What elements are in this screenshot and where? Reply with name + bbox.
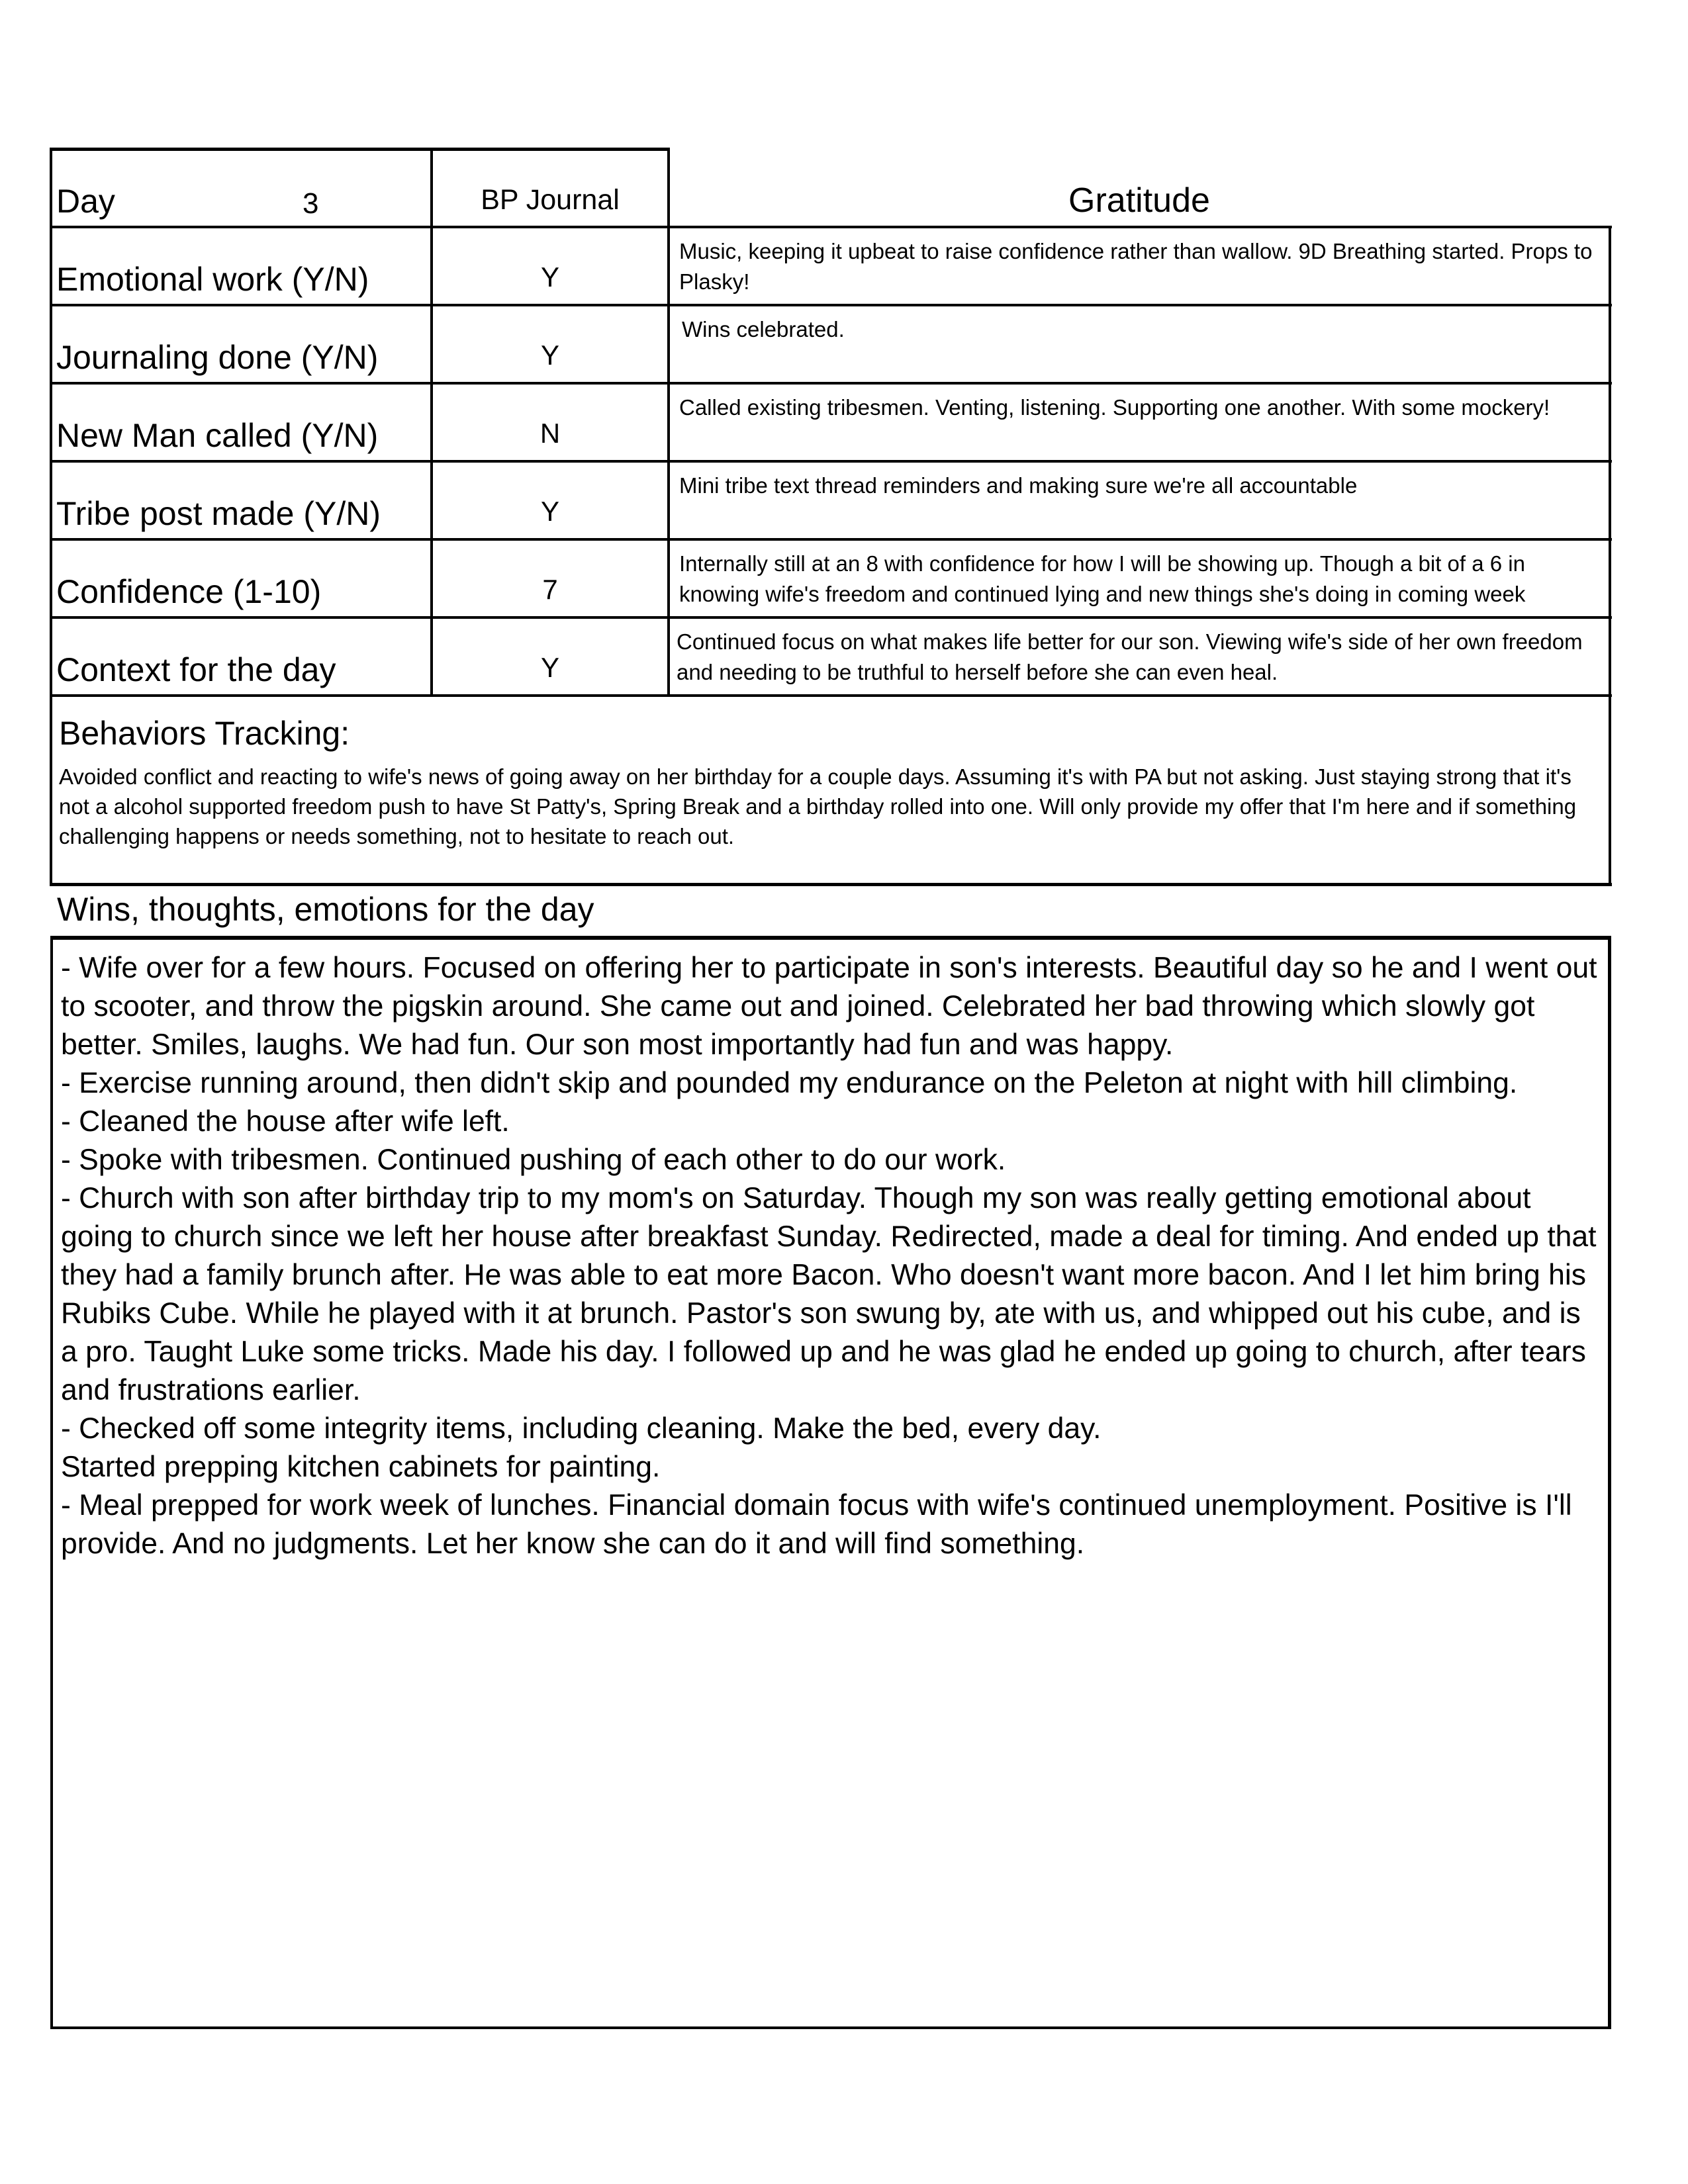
day-cell <box>51 149 432 227</box>
table-border <box>50 382 1612 385</box>
row-value-text: 7 <box>542 574 558 605</box>
row-label-text: Journaling done (Y/N) <box>56 339 379 376</box>
row-value <box>432 383 669 461</box>
table-border <box>50 538 1612 541</box>
gratitude-header <box>669 149 1610 227</box>
row-gratitude <box>669 617 1610 696</box>
table-border <box>50 460 1612 463</box>
behaviors-section <box>51 696 1610 885</box>
table-border <box>50 694 1612 697</box>
behaviors-text: Avoided conflict and reacting to wife's news of going away on her birthday for a couple days. Assuming it's with PA but not asking. Just staying strong that it's not a alcohol supported freedom push to have St Patty's, Spring Break and a birthday rolled into one. Will only provide my offer that I'm here and if something challenging happens or needs something, not to hesitate to reach out. <box>59 764 1577 848</box>
bp-journal-header <box>432 149 669 227</box>
row-gratitude-text: Internally still at an 8 with confidence for how I will be showing up. Though a bit of a 6 in knowing wife's freedom and continued lying and new things she's doing in coming week <box>679 551 1526 606</box>
day-number: 3 <box>303 187 319 220</box>
row-gratitude-text: Continued focus on what makes life better for our son. Viewing wife's side of her own freedom and needing to be truthful to herself before she can even heal. <box>677 629 1583 684</box>
row-value-text: Y <box>540 652 559 683</box>
table-border <box>667 148 670 696</box>
wins-entries <box>61 949 1599 1563</box>
wins-entry: - Spoke with tribesmen. Continued pushing of each other to do our work. <box>61 1144 1006 1176</box>
row-value-text: Y <box>540 340 559 371</box>
row-label <box>51 305 432 383</box>
row-gratitude-text: Wins celebrated. <box>682 317 845 341</box>
wins-entry: - Cleaned the house after wife left. <box>61 1105 510 1138</box>
table-border <box>50 148 52 886</box>
row-label <box>51 539 432 617</box>
wins-entry: - Exercise running around, then didn't skip and pounded my endurance on the Peleton at night with hill climbing. <box>61 1067 1518 1099</box>
row-value <box>432 227 669 305</box>
row-gratitude-text: Music, keeping it upbeat to raise confidence rather than wallow. 9D Breathing started. Props to Plasky! <box>679 239 1593 294</box>
row-value-text: Y <box>540 496 559 527</box>
bp-journal-label: BP Journal <box>481 184 620 216</box>
row-label <box>51 461 432 539</box>
row-value-text: N <box>539 418 561 449</box>
day-label: Day <box>56 183 115 220</box>
row-label-text: Emotional work (Y/N) <box>56 261 369 298</box>
row-value <box>432 539 669 617</box>
gratitude-label: Gratitude <box>1068 181 1210 220</box>
table-border <box>50 226 1612 228</box>
table-border <box>50 148 670 151</box>
wins-box <box>50 936 1611 2029</box>
row-gratitude <box>669 227 1610 305</box>
row-label <box>51 617 432 696</box>
row-value <box>432 617 669 696</box>
row-label-text: Tribe post made (Y/N) <box>56 495 381 532</box>
row-label-text: New Man called (Y/N) <box>56 417 379 454</box>
wins-title: Wins, thoughts, emotions for the day <box>57 891 594 928</box>
row-label <box>51 227 432 305</box>
wins-entry: - Wife over for a few hours. Focused on offering her to participate in son's interests. Beautiful day so he and I went out to scooter, and throw the pigskin around. She came out and joined. Celebrated her bad throwing which slowly got better. Smiles, laughs. We had fun. Our son most importantly had fun and was happy. <box>61 952 1597 1061</box>
wins-entry: - Checked off some integrity items, including cleaning. Make the bed, every day. <box>61 1412 1102 1445</box>
row-gratitude <box>669 539 1610 617</box>
row-label-text: Context for the day <box>56 651 336 688</box>
row-gratitude <box>669 305 1610 383</box>
row-gratitude-text: Called existing tribesmen. Venting, listening. Supporting one another. With some mockery! <box>679 395 1550 420</box>
table-border <box>50 883 1612 886</box>
behaviors-title: Behaviors Tracking: <box>59 715 350 752</box>
tracking-table <box>0 0 1688 887</box>
row-gratitude <box>669 461 1610 539</box>
row-label <box>51 383 432 461</box>
wins-entry: - Church with son after birthday trip to my mom's on Saturday. Though my son was really getting emotional about going to church since we left her house after breakfast Sunday. Redirected, made a deal for timing. And ended up that they had a family brunch after. He was able to eat more Bacon. Who doesn't want more bacon. And I let him bring his Rubiks Cube. While he played with it at brunch. Pastor's son swung by, ate with us, and whipped out his cube, and is a pro. Taught Luke some tricks. Made his day. I followed up and he was glad he ended up going to church, after tears and frustrations earlier. <box>61 1182 1597 1406</box>
row-value-text: Y <box>540 261 559 293</box>
row-label-text: Confidence (1-10) <box>56 573 322 610</box>
table-border <box>1609 226 1611 886</box>
table-border <box>50 616 1612 619</box>
row-value <box>432 305 669 383</box>
row-gratitude <box>669 383 1610 461</box>
table-border <box>430 148 433 696</box>
wins-entry: Started prepping kitchen cabinets for painting. <box>61 1451 661 1483</box>
row-value <box>432 461 669 539</box>
wins-entry: - Meal prepped for work week of lunches. Financial domain focus with wife's continued unemployment. Positive is I'll provide. And no judgments. Let her know she can do it and will find something. <box>61 1489 1572 1560</box>
row-gratitude-text: Mini tribe text thread reminders and making sure we're all accountable <box>679 473 1358 498</box>
table-border <box>50 304 1612 306</box>
